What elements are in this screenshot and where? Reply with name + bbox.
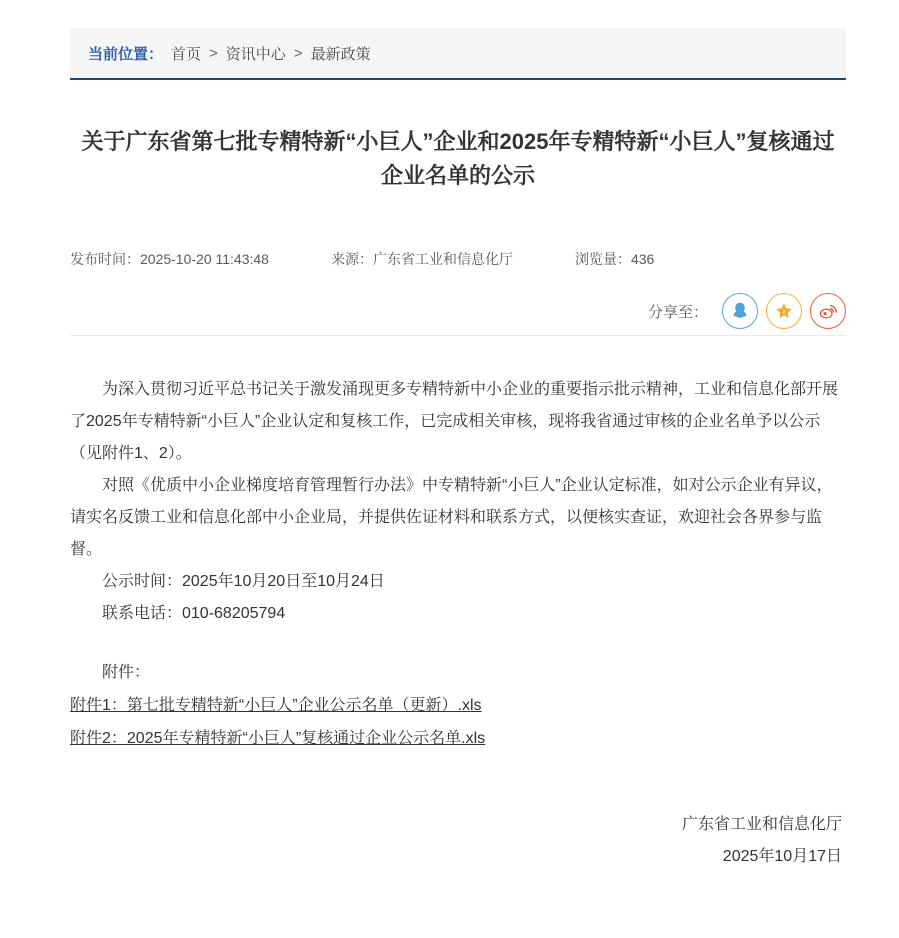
breadcrumb-item-latest-policy[interactable]: 最新政策	[310, 46, 371, 63]
page-title: 关于广东省第七批专精特新“小巨人”企业和2025年专精特新“小巨人”复核通过企业名单的公示	[81, 129, 835, 188]
breadcrumb-item-home[interactable]: 首页	[171, 46, 202, 63]
svg-text:z: z	[782, 308, 786, 316]
share-qzone-button[interactable]	[766, 293, 802, 329]
attachment-row	[70, 722, 846, 755]
breadcrumb-item-news-center[interactable]: 资讯中心	[225, 46, 286, 63]
publicity-period-line: 公示时间：2025年10月20日至10月24日	[102, 573, 385, 590]
attachments	[70, 656, 846, 755]
attachment-row	[70, 689, 846, 722]
publish-time	[70, 249, 269, 269]
breadcrumb-separator: >	[209, 45, 218, 62]
share-weibo-button[interactable]	[810, 293, 846, 329]
breadcrumb-separator: >	[293, 45, 303, 62]
attachment-2-link[interactable]: 附件2：2025年专精特新“小巨人”复核通过企业公示名单.xls	[70, 730, 486, 747]
publish-time-value: 2025-10-20 11:43:48	[140, 251, 269, 267]
publish-time-label: 发布时间：	[70, 251, 140, 267]
view-count-value: 436	[630, 251, 655, 267]
paragraph-2: 对照《优质中小企业梯度培育管理暂行办法》中专精特新“小巨人”企业认定标准，如对公示企业有异议，请实名反馈工业和信息化部中小企业局，并提供佐证材料和联系方式，以便核实查证，欢迎社会各界参与监督。	[70, 477, 833, 558]
contact-phone-line: 联系电话：010-68205794	[102, 605, 286, 622]
source	[331, 249, 513, 269]
view-count-label: 浏览量：	[574, 251, 631, 267]
view-count	[575, 249, 654, 269]
breadcrumb	[70, 28, 846, 80]
attachment-1-link[interactable]: 附件1：第七批专精特新“小巨人”企业公示名单（更新）.xls	[70, 697, 482, 714]
article-meta	[70, 249, 846, 269]
attachments-heading: 附件：	[102, 664, 151, 681]
signature-org: 广东省工业和信息化厅	[681, 816, 842, 833]
signature-block	[70, 809, 846, 873]
article-page	[70, 28, 846, 873]
share-bar	[70, 293, 846, 336]
weibo-icon	[815, 298, 841, 324]
breadcrumb-label: 当前位置：	[88, 46, 164, 63]
share-qq-button[interactable]	[722, 293, 758, 329]
qq-penguin-icon	[727, 298, 753, 324]
paragraph-1: 为深入贯彻习近平总书记关于激发涌现更多专精特新中小企业的重要指示批示精神，工业和信息化部开展了2025年专精特新“小巨人”企业认定和复核工作，已完成相关审核，现将我省通过审核的企业名单予以公示（见附件1、2）。	[70, 381, 839, 462]
source-value: 广东省工业和信息化厅	[372, 251, 513, 267]
article-body	[70, 374, 846, 873]
signature-date: 2025年10月17日	[722, 848, 842, 865]
share-label: 分享至：	[647, 303, 708, 321]
qzone-star-icon	[771, 298, 797, 324]
source-label: 来源：	[330, 251, 373, 267]
